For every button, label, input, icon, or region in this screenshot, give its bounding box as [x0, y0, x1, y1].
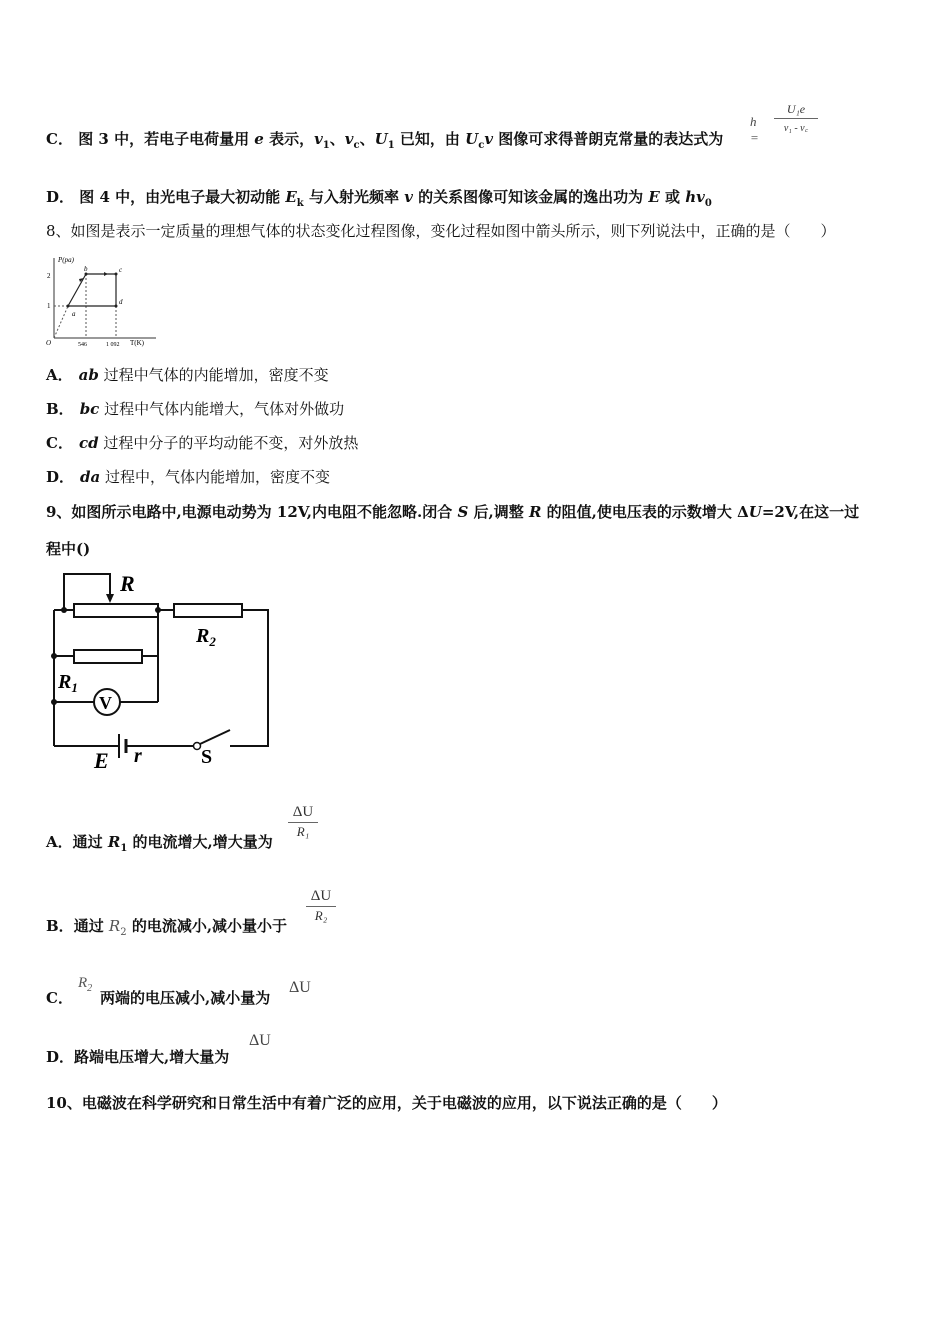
label-E: E — [94, 748, 109, 773]
q10-stem: 10、电磁波在科学研究和日常生活中有着广泛的应用，关于电磁波的应用，以下说法正确的是（ ） — [46, 1094, 727, 1112]
y-tick-1: 1 — [47, 302, 51, 310]
label-r: r — [134, 745, 142, 767]
label-R2: $R_2$ — [196, 625, 216, 649]
label-R1: $R_1$ — [58, 671, 78, 695]
point-c: c — [119, 266, 123, 274]
q8-stem: 8、如图是表示一定质量的理想气体的状态变化过程图像，变化过程如图中箭头所示，则下列说法中，正确的是（ ） — [46, 222, 836, 240]
path-ab — [68, 274, 86, 306]
option-letter: C． — [46, 130, 73, 148]
switch-contact — [194, 743, 201, 750]
y-tick-2: 2 — [47, 272, 51, 280]
q8-option-b: B． bc 过程中气体内能增大，气体对外做功 — [46, 400, 345, 418]
point-b: b — [84, 265, 88, 273]
y-axis-label: P(pa) — [58, 256, 74, 264]
label-V: V — [99, 693, 112, 713]
point-a: a — [72, 310, 76, 318]
q9-stem-line1: 9、如图所示电路中,电源电动势为 12V,内电阻不能忽略.闭合 S 后,调整 R 的阻值,使电压表的示数增大 ΔU=2V,在这一过 — [46, 503, 860, 521]
q8-pt-graph — [44, 252, 164, 348]
q7-option-c: C． 图 3 中，若电子电荷量用 e 表示，$v_1$、$v_c$、$U_1$ 已知，由 $U_cv$ 图像可求得普朗克常量的表达式为 — [46, 130, 724, 151]
resistor-R1 — [74, 650, 142, 663]
x-tick-1092: 1 092 — [106, 342, 120, 348]
q9-a-fraction: ΔU R₁ — [288, 804, 318, 840]
q9-c-delta-u: ΔU — [289, 979, 311, 996]
q9-c-text: 两端的电压减小,减小量为 — [100, 989, 271, 1007]
q9-b-fraction: ΔU R₂ — [306, 888, 336, 924]
q9-option-a: A．通过 $R_1$ 的电流增大,增大量为 — [46, 833, 273, 854]
q9-option-d: D．路端电压增大,增大量为 — [46, 1048, 230, 1066]
q8-option-c: C． cd 过程中分子的平均动能不变，对外放热 — [46, 434, 359, 452]
switch-lever — [200, 730, 230, 744]
resistor-R2 — [174, 604, 242, 617]
rheostat-arrow — [106, 594, 114, 603]
q9-circuit-diagram — [44, 566, 276, 776]
label-R: R — [120, 571, 135, 596]
origin-label: O — [46, 339, 52, 347]
q9-option-c: C． — [46, 989, 73, 1007]
x-axis-label: T(K) — [130, 339, 144, 347]
label-S: S — [201, 746, 213, 768]
q7-option-d: D． 图 4 中，由光电子最大初动能 $E_k$ 与入射光频率 v 的关系图像可知该金属的逸出功为 E 或 $hv_0$ — [46, 188, 712, 209]
arrow-bc — [104, 272, 108, 276]
x-tick-546: 546 — [78, 342, 87, 348]
q9-option-b: B．通过 $R_2$ 的电流减小,减小量小于 — [46, 917, 288, 938]
q9-d-delta-u: ΔU — [249, 1032, 271, 1049]
q8-option-d: D． da 过程中，气体内能增加，密度不变 — [46, 468, 331, 486]
rheostat-R — [74, 604, 158, 617]
q9-c-r2: $R_2$ — [78, 975, 93, 994]
q9-stem-line2: 程中() — [46, 540, 91, 558]
q8-option-a: A． ab 过程中气体的内能增加，密度不变 — [46, 366, 329, 384]
point-d: d — [119, 298, 123, 306]
